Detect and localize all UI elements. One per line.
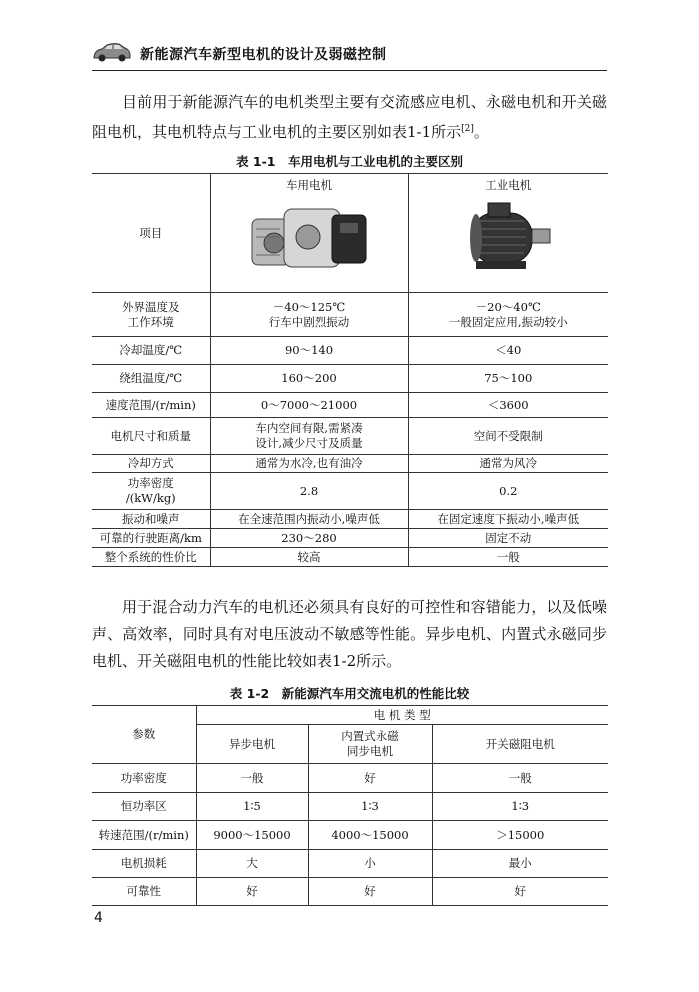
table-1-item-cell: 速度范围/(r/min) xyxy=(92,393,210,418)
table-row xyxy=(92,793,608,821)
industrial-motor-image xyxy=(458,199,558,279)
industrial-motor-label: 工业电机 xyxy=(485,178,532,192)
table-1-vehicle-cell: 较高 xyxy=(210,548,408,567)
cell-line: 同步电机 xyxy=(347,744,393,758)
page-number: 4 xyxy=(94,910,103,926)
table-row xyxy=(92,510,608,529)
table-1-industrial-cell xyxy=(408,293,608,337)
table-2-value-cell: ＞15000 xyxy=(432,821,608,850)
table-1-header-row xyxy=(92,174,608,293)
cell-line: 外界温度及 xyxy=(122,299,180,314)
cell-line: 设计,减少尺寸及质量 xyxy=(255,436,363,450)
table-row xyxy=(92,529,608,548)
table-2-group-header: 电 机 类 型 xyxy=(196,706,608,725)
table-1-vehicle-cell: 在全速范围内振动小,噪声低 xyxy=(210,510,408,529)
table-1-industrial-cell: ＜3600 xyxy=(408,393,608,418)
table-1-item-cell: 冷却温度/℃ xyxy=(92,337,210,365)
table-1 xyxy=(92,173,608,567)
table-2-col-header: 异步电机 xyxy=(196,725,308,764)
table-2-label-cell: 恒功率区 xyxy=(92,793,196,821)
table-2-label-cell: 转速范围/(r/min) xyxy=(92,821,196,850)
table-1-vehicle-cell: 2.8 xyxy=(210,473,408,510)
table-2-value-cell: 9000～15000 xyxy=(196,821,308,850)
cell-line: －20～40℃ xyxy=(475,299,541,314)
table-2-col-header: 开关磁阻电机 xyxy=(432,725,608,764)
table-1-caption: 表 1-1 车用电机与工业电机的主要区别 xyxy=(236,154,463,169)
vehicle-motor-label: 车用电机 xyxy=(286,178,332,192)
table-2-col-header xyxy=(308,725,432,764)
vehicle-motor-cell xyxy=(210,174,408,293)
cell-line: 行车中剧烈振动 xyxy=(268,314,350,329)
table-1-item-cell: 整个系统的性价比 xyxy=(92,548,210,567)
table-1-item-cell: 冷却方式 xyxy=(92,455,210,473)
table-1-industrial-cell: 75～100 xyxy=(408,365,608,393)
table-2-value-cell: 好 xyxy=(196,878,308,906)
table-2 xyxy=(92,705,608,906)
table-2-label-cell: 功率密度 xyxy=(92,764,196,793)
table-2-value-cell: 1∶5 xyxy=(196,793,308,821)
table-2-value-cell: 4000～15000 xyxy=(308,821,432,850)
cell-line: 功率密度 xyxy=(127,476,174,490)
table-row xyxy=(92,878,608,906)
cell-line: 工作环境 xyxy=(127,314,174,329)
table-2-group-row xyxy=(92,706,608,725)
table-2-label-cell: 电机损耗 xyxy=(92,850,196,878)
table-1-vehicle-cell: 通常为水冷,也有油冷 xyxy=(210,455,408,473)
cell-line: 内置式永磁 xyxy=(341,729,399,743)
header-rule xyxy=(92,70,607,71)
table-1-vehicle-cell xyxy=(210,418,408,455)
table-1-industrial-cell: 固定不动 xyxy=(408,529,608,548)
paragraph-2: 用于混合动力汽车的电机还必须具有良好的可控性和容错能力，以及低噪声、高效率，同时具有对电压波动不敏感等性能。异步电机、内置式永磁同步电机、开关磁阻电机的性能比较如表1-2所示。 xyxy=(92,598,607,670)
table-1-item-cell xyxy=(92,473,210,510)
table-1-vehicle-cell: 230～280 xyxy=(210,529,408,548)
cell-line: 车内空间有限,需紧凑 xyxy=(255,421,363,435)
table-1-industrial-cell: ＜40 xyxy=(408,337,608,365)
cell-line: －40～125℃ xyxy=(272,299,346,314)
citation-ref: [2] xyxy=(461,124,474,134)
table-1-item-header: 项目 xyxy=(92,174,210,293)
table-1-industrial-cell: 通常为风冷 xyxy=(408,455,608,473)
table-1-item-cell: 电机尺寸和质量 xyxy=(92,418,210,455)
table-1-vehicle-cell: 0～7000～21000 xyxy=(210,393,408,418)
table-2-value-cell: 最小 xyxy=(432,850,608,878)
industrial-motor-cell xyxy=(408,174,608,293)
table-row xyxy=(92,393,608,418)
table-row xyxy=(92,821,608,850)
table-row xyxy=(92,473,608,510)
table-row xyxy=(92,365,608,393)
table-2-label-cell: 可靠性 xyxy=(92,878,196,906)
table-1-vehicle-cell: 90～140 xyxy=(210,337,408,365)
running-header xyxy=(92,40,607,72)
table-1-item-cell: 振动和噪声 xyxy=(92,510,210,529)
paragraph-1-end: 。 xyxy=(473,123,489,141)
table-2-value-cell: 一般 xyxy=(196,764,308,793)
table-2-value-cell: 1∶3 xyxy=(432,793,608,821)
table-row xyxy=(92,764,608,793)
cell-line: /(kW/kg) xyxy=(125,491,176,505)
table-row xyxy=(92,455,608,473)
paragraph-1 xyxy=(92,89,607,146)
table-2-param-header: 参数 xyxy=(92,706,196,764)
table-row xyxy=(92,418,608,455)
header-title: 新能源汽车新型电机的设计及弱磁控制 xyxy=(140,47,387,63)
table-1-item-cell: 绕组温度/℃ xyxy=(92,365,210,393)
table-1-vehicle-cell: 160～200 xyxy=(210,365,408,393)
table-1-industrial-cell: 一般 xyxy=(408,548,608,567)
paragraph-1-text: 目前用于新能源汽车的电机类型主要有交流感应电机、永磁电机和开关磁阻电机，其电机特点与工业电机的主要区别如表1-1所示 xyxy=(92,93,607,141)
table-1-industrial-cell: 空间不受限制 xyxy=(408,418,608,455)
table-row xyxy=(92,337,608,365)
table-1-industrial-cell: 在固定速度下振动小,噪声低 xyxy=(408,510,608,529)
table-1-industrial-cell: 0.2 xyxy=(408,473,608,510)
table-1-vehicle-cell xyxy=(210,293,408,337)
table-2-value-cell: 大 xyxy=(196,850,308,878)
table-2-value-cell: 1∶3 xyxy=(308,793,432,821)
table-row xyxy=(92,850,608,878)
table-2-value-cell: 好 xyxy=(308,878,432,906)
table-2-value-cell: 一般 xyxy=(432,764,608,793)
vehicle-motor-image xyxy=(244,199,374,279)
table-1-item-cell: 可靠的行驶距离/km xyxy=(92,529,210,548)
table-2-value-cell: 好 xyxy=(308,764,432,793)
car-icon xyxy=(92,40,132,64)
table-2-value-cell: 好 xyxy=(432,878,608,906)
cell-line: 一般固定应用,振动较小 xyxy=(448,314,568,329)
table-row xyxy=(92,548,608,567)
table-2-caption: 表 1-2 新能源汽车用交流电机的性能比较 xyxy=(229,686,470,701)
table-1-item-cell xyxy=(92,293,210,337)
table-row xyxy=(92,293,608,337)
table-2-value-cell: 小 xyxy=(308,850,432,878)
